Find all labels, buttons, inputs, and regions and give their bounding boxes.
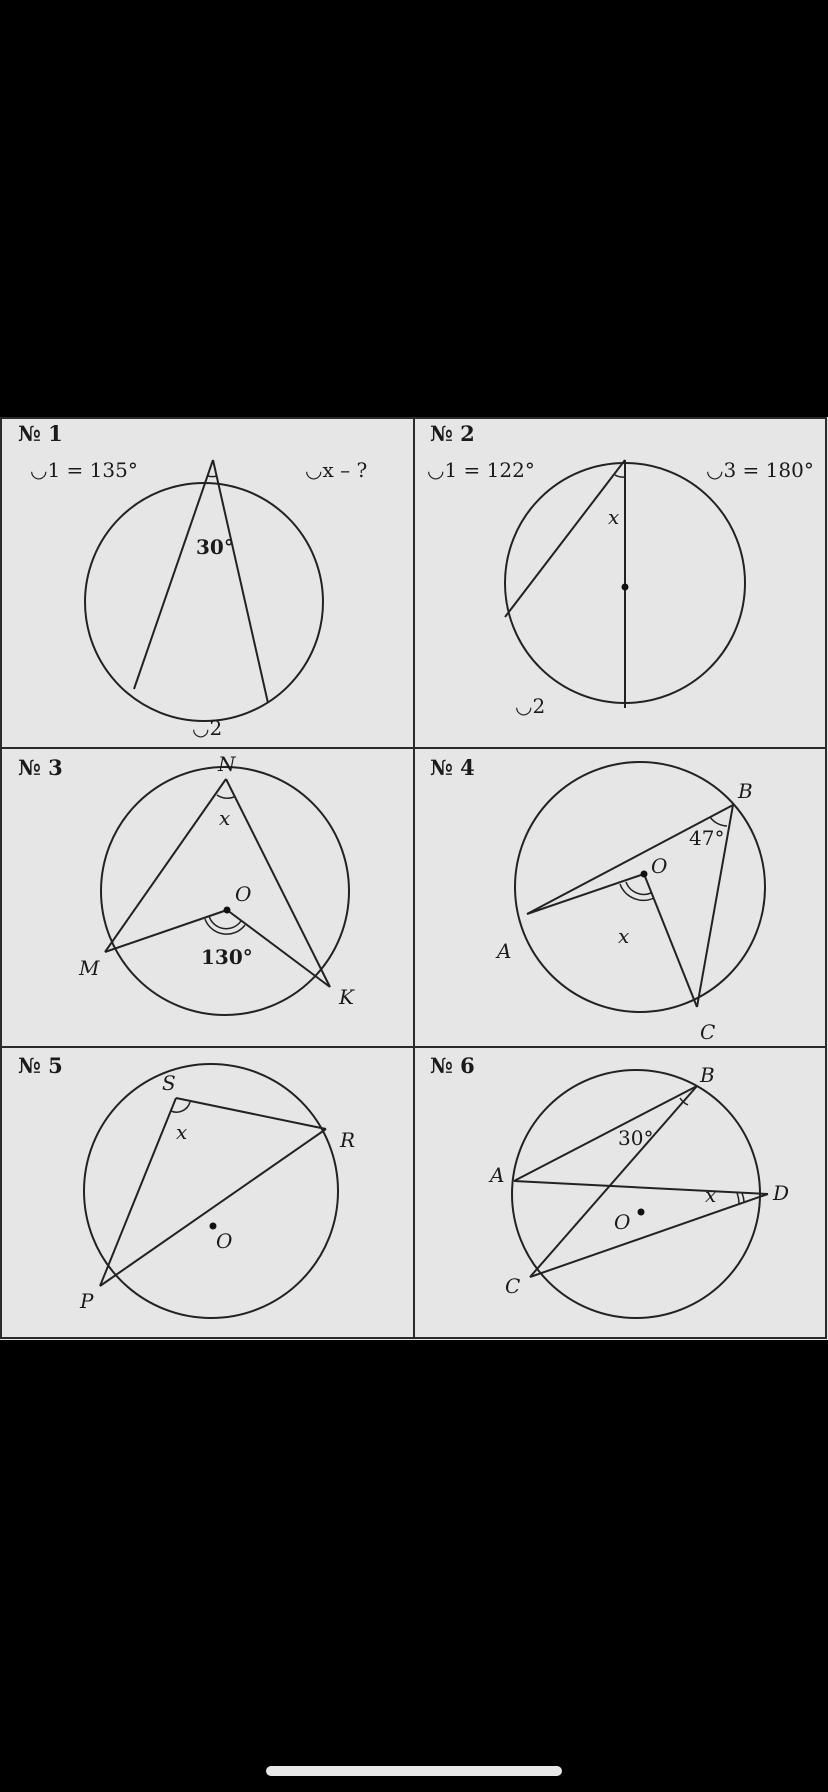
problem-4-title: № 4 bbox=[430, 755, 475, 780]
problem-6-title: № 6 bbox=[430, 1053, 475, 1078]
problem-2-arc1-label: ◡1 = 122° bbox=[427, 458, 535, 482]
problem-4-center-dot bbox=[641, 871, 648, 878]
problem-6-d-label: D bbox=[773, 1181, 790, 1205]
problem-1 bbox=[18, 421, 367, 740]
problem-6-a-label: A bbox=[490, 1163, 505, 1187]
problem-2-center-dot bbox=[622, 584, 629, 591]
home-indicator[interactable] bbox=[266, 1766, 562, 1776]
problem-5-x-label: x bbox=[176, 1120, 188, 1144]
problem-3-m-label: M bbox=[79, 956, 100, 980]
problem-1-chords bbox=[134, 460, 268, 703]
problem-6-chords bbox=[514, 1086, 768, 1277]
problem-3 bbox=[18, 752, 355, 1015]
problem-grid bbox=[0, 417, 828, 1340]
problem-2-title: № 2 bbox=[430, 421, 475, 446]
problem-4-a-label: A bbox=[497, 939, 512, 963]
problem-5 bbox=[18, 1053, 355, 1318]
problem-6-b-label: B bbox=[700, 1063, 715, 1087]
problem-3-x-label: x bbox=[219, 806, 231, 830]
problem-5-title: № 5 bbox=[18, 1053, 63, 1078]
problem-4-x-label: x bbox=[618, 924, 630, 948]
problem-6 bbox=[430, 1053, 789, 1318]
problem-4-angle-label: 47° bbox=[689, 826, 725, 850]
problem-1-circle bbox=[85, 483, 323, 721]
problem-6-x-label: x bbox=[705, 1183, 717, 1207]
problem-3-n-label: N bbox=[218, 752, 236, 776]
problem-3-k-label: K bbox=[339, 985, 354, 1009]
problem-2 bbox=[427, 421, 814, 718]
problem-2-angle-mark bbox=[615, 475, 625, 477]
problem-2-chords bbox=[505, 460, 625, 708]
problem-5-o-label: O bbox=[216, 1229, 233, 1253]
problem-5-chords bbox=[100, 1098, 326, 1286]
problem-2-arc3-label: ◡3 = 180° bbox=[706, 458, 814, 482]
problem-1-arc1-label: ◡1 = 135° bbox=[30, 458, 138, 482]
problem-3-angle-label: 130° bbox=[201, 945, 253, 969]
grid-lines bbox=[1, 418, 826, 1338]
problem-5-s-label: S bbox=[162, 1071, 176, 1095]
problem-5-p-label: P bbox=[80, 1289, 94, 1313]
problem-2-x-label: x bbox=[608, 505, 620, 529]
problem-3-o-label: O bbox=[235, 882, 252, 906]
problem-6-center-dot bbox=[638, 1209, 645, 1216]
problem-3-title: № 3 bbox=[18, 755, 63, 780]
problem-2-arc2-label: ◡2 bbox=[515, 694, 546, 718]
problem-6-circle bbox=[512, 1070, 760, 1318]
problem-4-circle bbox=[515, 762, 765, 1012]
problem-5-circle bbox=[84, 1064, 338, 1318]
worksheet bbox=[0, 417, 828, 1340]
problem-4-c-label: C bbox=[700, 1020, 716, 1044]
problem-1-arc2-label: ◡2 bbox=[192, 716, 223, 740]
problem-4-b-label: B bbox=[738, 779, 753, 803]
problem-1-title: № 1 bbox=[18, 421, 63, 446]
problem-3-angle-mark bbox=[217, 795, 234, 798]
problem-4-angle-mark bbox=[710, 817, 727, 826]
problem-6-angle-mark-x-2 bbox=[737, 1193, 739, 1204]
problem-6-c-label: C bbox=[505, 1274, 521, 1298]
problem-3-center-dot bbox=[224, 907, 231, 914]
problem-6-angle-mark-x bbox=[742, 1193, 744, 1202]
problem-1-arcx-label: ◡x – ? bbox=[305, 458, 368, 482]
problem-6-angle-label: 30° bbox=[618, 1126, 654, 1150]
problem-1-angle-mark bbox=[208, 476, 217, 477]
problem-4 bbox=[430, 755, 765, 1044]
problem-4-o-label: O bbox=[651, 854, 668, 878]
problem-3-circle bbox=[101, 767, 349, 1015]
problem-5-r-label: R bbox=[340, 1128, 356, 1152]
problem-1-angle-label: 30° bbox=[196, 535, 234, 559]
problem-6-o-label: O bbox=[614, 1210, 631, 1234]
